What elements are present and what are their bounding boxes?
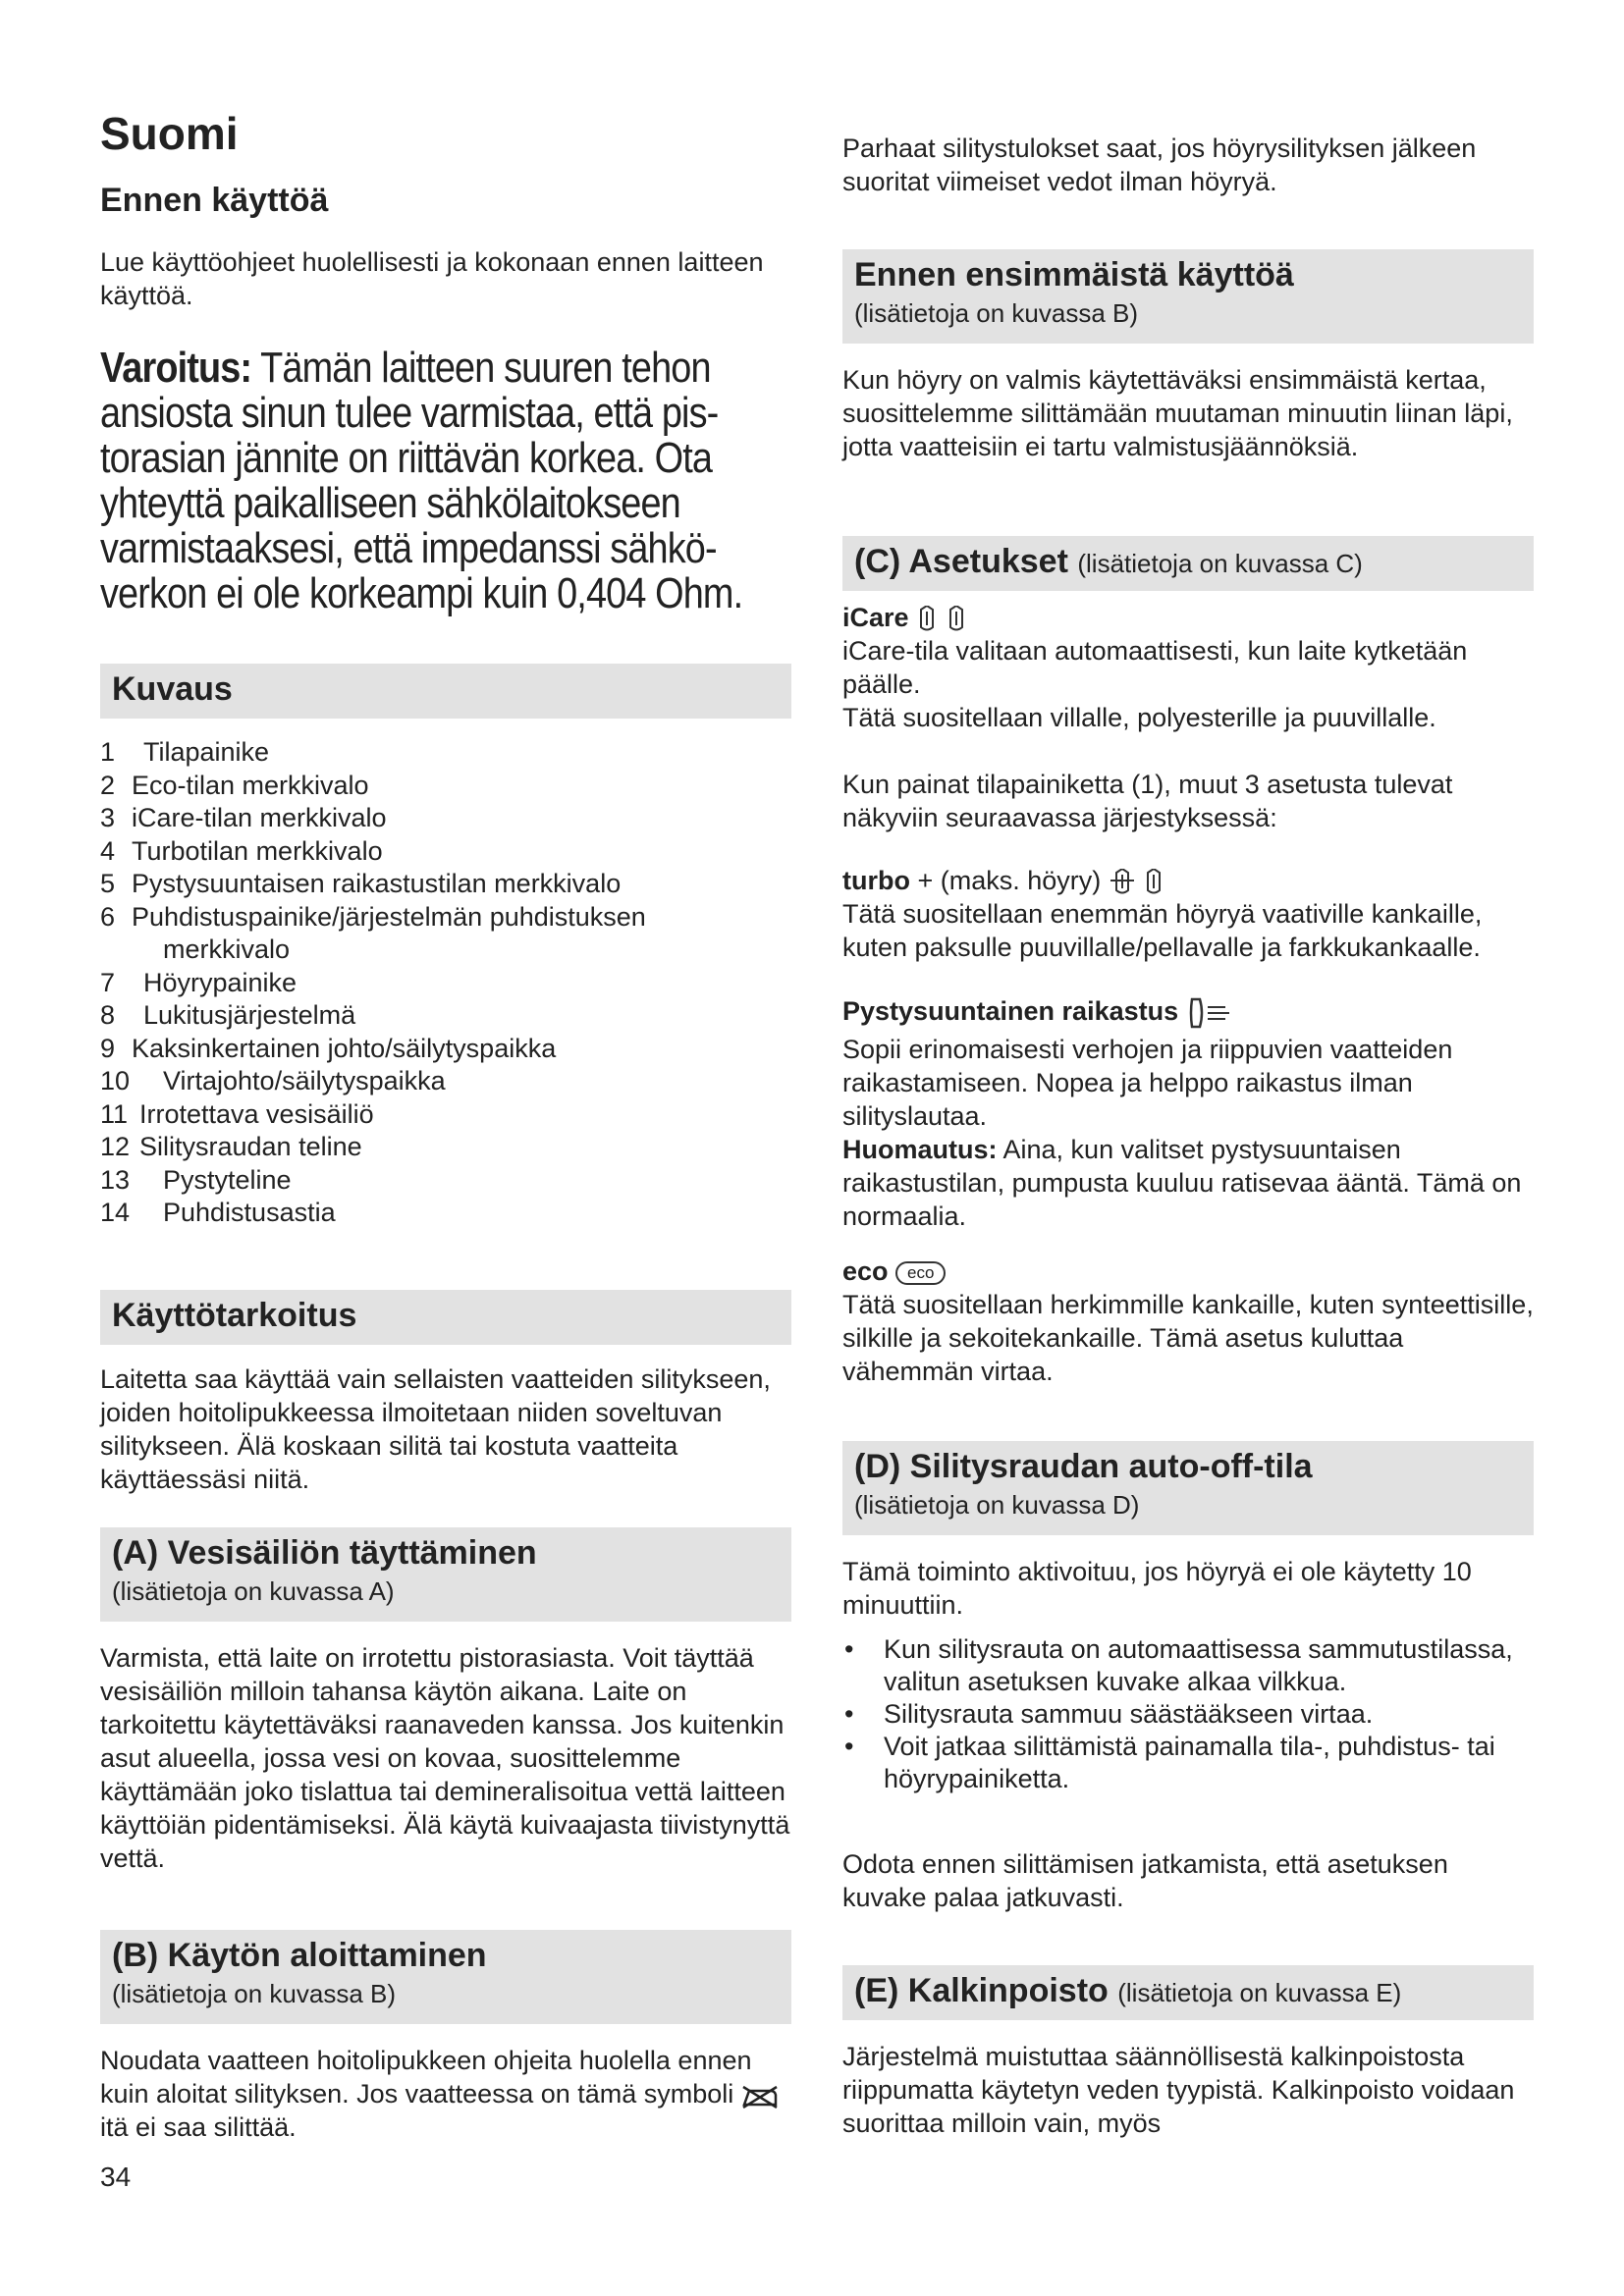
- warning-line-6: verkon ei ole korkeampi kuin 0,404 Ohm.: [100, 569, 743, 617]
- list-item: • Kun silitysrauta on automaattisessa sammutustilassa, valitun asetuksen kuvake alkaa vilkkua.: [844, 1634, 1513, 1696]
- section-d-subtitle: (lisätietoja on kuvassa D): [854, 1490, 1140, 1520]
- section-a-subtitle: (lisätietoja on kuvassa A): [112, 1576, 395, 1606]
- section-e-text: Järjestelmä muistuttaa säännöllisestä kalkinpoistosta riippumatta käytetyn veden tyypistä. Kalkinpoisto voidaan suorittaa milloin vain, myös: [842, 2042, 1515, 2138]
- intended-use-text: Laitetta saa käyttää vain sellaisten vaatteiden silitykseen, joiden hoitolipukkeessa ilmoitetaan niiden soveltuvan silitykseen. Älä koskaan silitä tai kostuta vaatteita käyttäessäsi niitä.: [100, 1364, 771, 1494]
- turbo-iron-icon: [1143, 869, 1164, 896]
- first-use-heading: [842, 249, 1534, 344]
- list-item: • Voit jatkaa silittämistä painamalla tila-, puhdistus- tai höyrypainiketta.: [844, 1732, 1495, 1793]
- section-c-title: (C) Asetukset: [854, 543, 1068, 580]
- section-e-heading: [842, 1965, 1534, 2020]
- list-item: 10 Virtajohto/säilytyspaikka: [100, 1066, 446, 1095]
- section-e-subtitle: (lisätietoja on kuvassa E): [1117, 1978, 1402, 2007]
- intro-text: Parhaat silitystulokset saat, jos höyrysilityksen jälkeen suoritat viimeiset vedot ilman höyryä.: [842, 133, 1477, 196]
- section-b-text: Noudata vaatteen hoitolipukkeen ohjeita huolella ennen kuin aloitat silityksen. Jos vaatteessa on tämä symboli itä ei saa silittää.: [100, 2044, 791, 2144]
- vertical-heading: [842, 993, 1534, 1033]
- eco-label: eco: [842, 1256, 889, 1286]
- list-item: 9 Kaksinkertainen johto/säilytyspaikka: [100, 1033, 557, 1063]
- no-iron-icon: [741, 2083, 779, 2109]
- list-item-continued: merkkivalo: [163, 934, 291, 964]
- before-use-title: Ennen käyttöä: [100, 182, 329, 219]
- section-c-title-row: [854, 540, 1522, 585]
- list-item: 5 Pystysuuntaisen raikastustilan merkkivalo: [100, 869, 622, 898]
- section-a-heading: [100, 1527, 791, 1622]
- section-c-heading: [842, 536, 1534, 591]
- section-d-text-2: Odota ennen silittämisen jatkamista, että asetuksen kuvake palaa jatkuvasti.: [842, 1849, 1448, 1912]
- vertical-label: Pystysuuntainen raikastus: [842, 996, 1179, 1027]
- section-b-subtitle: (lisätietoja on kuvassa B): [112, 1979, 397, 2008]
- warning-line-5: varmistaaksesi, että impedanssi sähkö-: [100, 524, 717, 572]
- section-e-title: (E) Kalkinpoisto: [854, 1972, 1109, 2009]
- turbo-block: [842, 864, 1534, 964]
- mode-order-text: Kun painat tilapainiketta (1), muut 3 asetusta tulevat näkyviin seuraavassa järjestyksessä:: [842, 770, 1453, 832]
- turbo-steam-icon: [1109, 869, 1136, 896]
- first-use-title: Ennen ensimmäistä käyttöä: [854, 256, 1294, 294]
- vertical-block: [842, 993, 1534, 1233]
- icare-text-1: iCare-tila valitaan automaattisesti, kun laite kytketään päälle.: [842, 636, 1468, 699]
- warning-block: [100, 346, 792, 616]
- list-item: 14 Puhdistusastia: [100, 1198, 336, 1227]
- first-use-text: Kun höyry on valmis käytettäväksi ensimmäistä kertaa, suosittelemme silittämään muutaman minuutin liinan läpi, jotta vaatteisiin ei tartu valmistusjäännöksiä.: [842, 365, 1513, 461]
- warning-line-1: Tämän laitteen suuren tehon: [260, 344, 711, 392]
- note-text: Huomautus: Aina, kun valitset pystysuuntaisen raikastustilan, pumpusta kuuluu ratisevaa ääntä. Tämä on normaalia.: [842, 1135, 1522, 1231]
- intended-use-title: Käyttötarkoitus: [112, 1297, 357, 1334]
- list-item: 7 Höyrypainike: [100, 967, 298, 997]
- section-c-subtitle: (lisätietoja on kuvassa C): [1077, 549, 1363, 578]
- icare-steam-icon: [916, 606, 938, 633]
- vertical-steam-icon: [1186, 993, 1233, 1033]
- intended-use-heading: [100, 1290, 791, 1345]
- turbo-suffix: + (maks. höyry): [909, 866, 1102, 895]
- list-item: 11 Irrotettava vesisäiliö: [100, 1098, 374, 1129]
- section-d-text: Tämä toiminto aktivoituu, jos höyryä ei ole käytetty 10 minuuttiin.: [842, 1557, 1472, 1620]
- list-item: 13 Pystyteline: [100, 1164, 292, 1195]
- turbo-text: Tätä suositellaan enemmän höyryä vaativille kankaille, kuten paksulle puuvillalle/pellavalle ja farkkukankaalle.: [842, 899, 1483, 962]
- section-a-title: (A) Vesisäiliön täyttäminen: [112, 1534, 537, 1572]
- list-item: • Silitysrauta sammuu säästääkseen virtaa.: [844, 1699, 1374, 1729]
- list-item: 4 Turbotilan merkkivalo: [100, 835, 383, 866]
- warning-line-3: torasian jännite on riittävän korkea. Ota: [100, 434, 713, 482]
- first-use-subtitle: (lisätietoja on kuvassa B): [854, 298, 1139, 328]
- section-d-title: (D) Silitysraudan auto-off-tila: [854, 1448, 1313, 1485]
- icare-block: [842, 601, 1534, 734]
- vertical-text: Sopii erinomaisesti verhojen ja riippuvien vaatteiden raikastamiseen. Nopea ja helppo raikastus ilman silityslautaa.: [842, 1035, 1453, 1131]
- section-b-title: (B) Käytön aloittaminen: [112, 1937, 487, 1974]
- note-label: Huomautus:: [842, 1135, 998, 1164]
- language-title: Suomi: [100, 108, 239, 159]
- turbo-label: turbo: [842, 866, 910, 895]
- eco-badge-icon: eco: [895, 1261, 946, 1285]
- icare-iron-icon: [946, 606, 967, 633]
- section-d-heading: [842, 1441, 1534, 1535]
- section-b-heading: [100, 1930, 791, 2024]
- list-item: 1 Tilapainike: [100, 737, 270, 767]
- icare-text-2: Tätä suositellaan villalle, polyesterille ja puuvillalle.: [842, 703, 1436, 732]
- warning-line-4: yhteyttä paikalliseen sähkölaitokseen: [100, 479, 680, 527]
- eco-text: Tätä suositellaan herkimmille kankaille, kuten synteettisille, silkille ja sekoitekankaille. Tämä asetus kuluttaa vähemmän virtaa.: [842, 1290, 1534, 1386]
- turbo-heading: [842, 864, 1534, 897]
- list-item: 3 iCare-tilan merkkivalo: [100, 803, 387, 832]
- list-item: 2 Eco-tilan merkkivalo: [100, 770, 369, 800]
- icare-label: iCare: [842, 603, 909, 632]
- section-e-title-row: [854, 1969, 1522, 2014]
- parts-list: [100, 736, 791, 1230]
- list-item: 8 Lukitusjärjestelmä: [100, 1000, 356, 1030]
- list-item: 6 Puhdistuspainike/järjestelmän puhdistuksen: [100, 901, 646, 932]
- list-item: 12 Silitysraudan teline: [100, 1132, 362, 1161]
- page-number: 34: [100, 2162, 132, 2192]
- eco-block: [842, 1255, 1534, 1388]
- section-a-text: Varmista, että laite on irrotettu pistorasiasta. Voit täyttää vesisäiliön milloin tahansa käytön aikana. Laite on tarkoitettu käytettäväksi raanaveden kanssa. Jos kuitenkin asut alueella, jossa vesi on kovaa, suosittelemme käyttämään joko tislattua tai demineralisoitua vettä laitteen käyttöiän pidentämiseksi. Älä käytä kuivaajasta tiivistynyttä vettä.: [100, 1643, 790, 1873]
- warning-label: Varoitus:: [100, 344, 252, 392]
- eco-heading: [842, 1255, 1534, 1288]
- description-title: Kuvaus: [112, 670, 233, 708]
- icare-heading: [842, 601, 1534, 634]
- warning-line-2: ansiosta sinun tulee varmistaa, että pis-: [100, 389, 719, 437]
- before-use-text: Lue käyttöohjeet huolellisesti ja kokonaan ennen laitteen käyttöä.: [100, 247, 764, 310]
- description-heading: [100, 664, 791, 719]
- section-d-bullets: [842, 1633, 1534, 1795]
